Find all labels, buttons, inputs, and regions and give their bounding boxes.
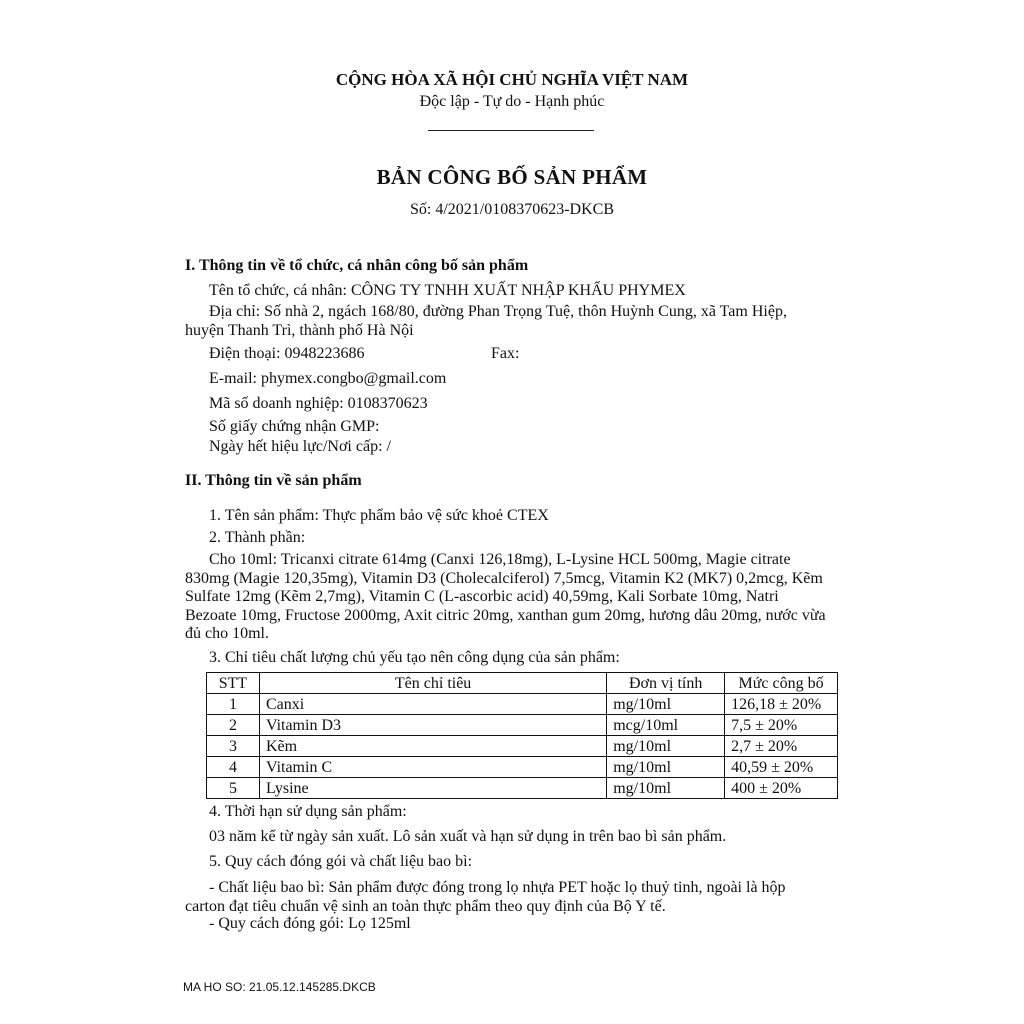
cell-stt: 1 [207,694,260,715]
cell-name: Lysine [259,778,606,799]
nation-heading: CỘNG HÒA XÃ HỘI CHỦ NGHĨA VIỆT NAM [335,70,689,89]
ingredients-label: 2. Thành phần: [209,529,306,546]
section2-heading: II. Thông tin về sản phẩm [185,472,362,489]
cell-unit: mg/10ml [607,778,725,799]
header-divider [428,130,594,131]
cell-unit: mg/10ml [607,757,725,778]
table-row [207,715,838,736]
product-name: 1. Tên sản phẩm: Thực phẩm bảo vệ sức khoẻ CTEX [209,507,549,524]
cell-value: 40,59 ± 20% [725,757,838,778]
org-tax-code: Mã số doanh nghiệp: 0108370623 [209,395,428,412]
cell-value: 126,18 ± 20% [725,694,838,715]
table-row [207,757,838,778]
col-header-value: Mức công bố [725,673,838,694]
cell-name: Vitamin C [259,757,606,778]
col-header-name: Tên chỉ tiêu [259,673,606,694]
cell-stt: 2 [207,715,260,736]
org-gmp: Số giấy chứng nhận GMP: [209,418,380,435]
ingredients-text: Cho 10ml: Tricanxi citrate 614mg (Canxi 126,18mg), L-Lysine HCL 500mg, Magie citrate 830mg (Magie 120,35mg), Vitamin D3 (Cholecalciferol) 7,5mcg, Vitamin K2 (MK7) 0,2mcg, Kẽm Sulfate 12mg (Kẽm 2,7mg), Vitamin C (L-ascorbic acid) 40,59mg, Kali Sorbate 10mg, Natri Bezoate 10mg, Fructose 2000mg, Axit citric 20mg, xanthan gum 20mg, hương dâu 20mg, nước vừa đủ cho 10ml. [185,551,826,642]
org-name: Tên tổ chức, cá nhân: CÔNG TY TNHH XUẤT NHẬP KHẨU PHYMEX [209,282,686,299]
cell-name: Canxi [259,694,606,715]
cell-value: 400 ± 20% [725,778,838,799]
cell-stt: 5 [207,778,260,799]
cell-unit: mg/10ml [607,694,725,715]
shelf-life-label: 4. Thời hạn sử dụng sản phẩm: [209,803,407,820]
record-code: MA HO SO: 21.05.12.145285.DKCB [183,980,376,994]
document-title: BẢN CÔNG BỐ SẢN PHẨM [376,165,648,189]
table-row [207,778,838,799]
cell-value: 7,5 ± 20% [725,715,838,736]
cell-stt: 3 [207,736,260,757]
document-number: Số: 4/2021/0108370623-DKCB [409,201,614,218]
cell-stt: 4 [207,757,260,778]
org-phone: Điện thoại: 0948223686 [209,345,365,362]
cell-name: Vitamin D3 [259,715,606,736]
table-header-row [207,673,838,694]
table-row [207,736,838,757]
col-header-unit: Đơn vị tính [607,673,725,694]
cell-value: 2,7 ± 20% [725,736,838,757]
org-fax: Fax: [491,345,520,362]
cell-name: Kẽm [259,736,606,757]
section1-heading: I. Thông tin về tổ chức, cá nhân công bố sản phẩm [185,257,529,274]
shelf-life-text: 03 năm kể từ ngày sản xuất. Lô sản xuất và hạn sử dụng in trên bao bì sản phẩm. [209,828,727,845]
cell-unit: mcg/10ml [607,715,725,736]
cell-unit: mg/10ml [607,736,725,757]
quality-table [206,672,838,799]
table-row [207,694,838,715]
motto: Độc lập - Tự do - Hạnh phúc [419,93,605,110]
packaging-material: - Chất liệu bao bì: Sản phẩm được đóng trong lọ nhựa PET hoặc lọ thuỷ tinh, ngoài là hộp carton đạt tiêu chuẩn vệ sinh an toàn thực phẩm theo quy định của Bộ Y tế. [185,879,786,915]
packaging-label: 5. Quy cách đóng gói và chất liệu bao bì: [209,853,473,870]
quality-label: 3. Chỉ tiêu chất lượng chủ yếu tạo nên công dụng của sản phẩm: [209,649,620,666]
col-header-stt: STT [207,673,260,694]
packaging-spec: - Quy cách đóng gói: Lọ 125ml [209,915,411,932]
org-email: E-mail: phymex.congbo@gmail.com [209,370,447,387]
org-address: Địa chỉ: Số nhà 2, ngách 168/80, đường Phan Trọng Tuệ, thôn Huỳnh Cung, xã Tam Hiệp, huyện Thanh Trì, thành phố Hà Nội [185,303,787,339]
org-gmp-expiry: Ngày hết hiệu lực/Nơi cấp: / [209,438,391,455]
